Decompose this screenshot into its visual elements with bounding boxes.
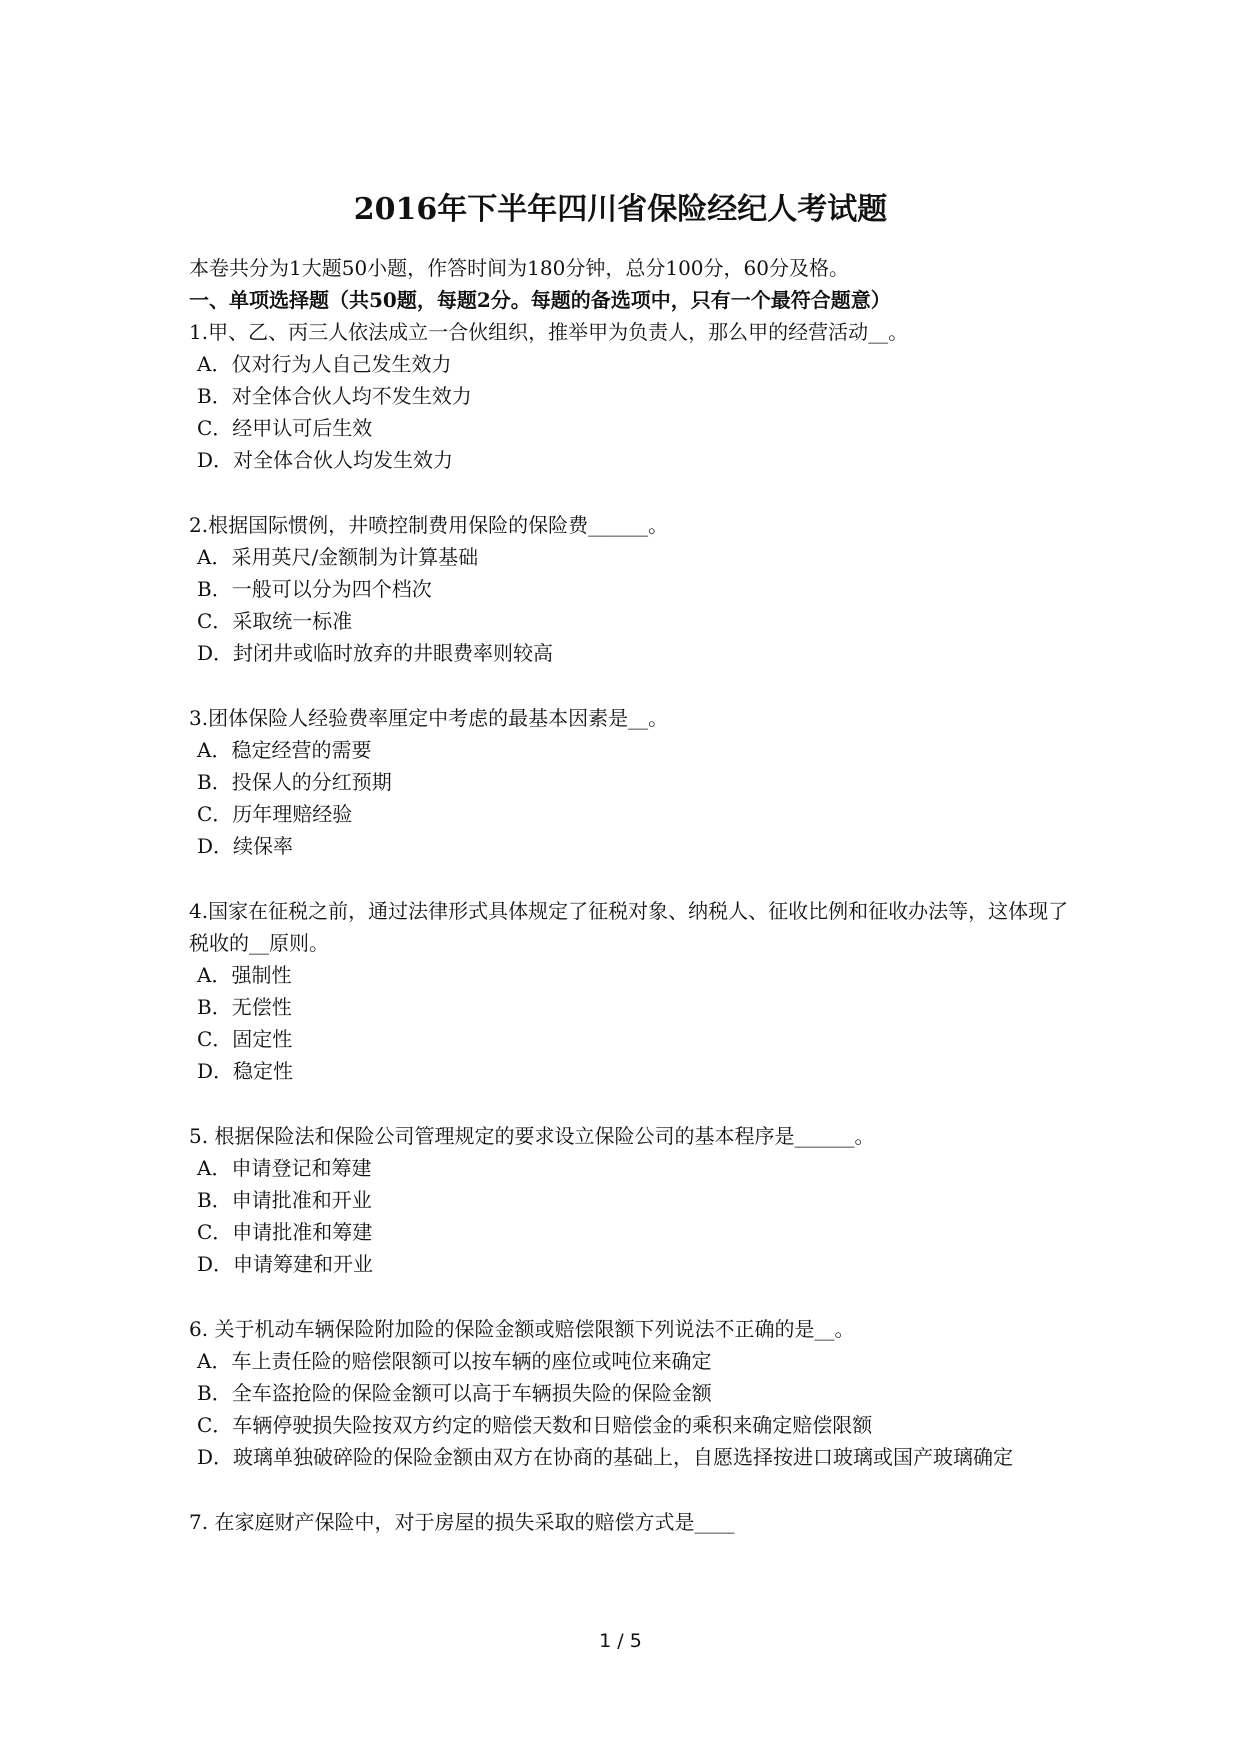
- option-a: A．采用英尺/金额制为计算基础: [197, 545, 479, 569]
- question-stem: 2.根据国际惯例，井喷控制费用保险的保险费______。: [189, 513, 669, 537]
- option-b: B．无偿性: [197, 995, 292, 1019]
- page-number: 1 / 5: [599, 1630, 642, 1652]
- question-3: [189, 702, 1069, 862]
- option-d: D．对全体合伙人均发生效力: [197, 448, 454, 472]
- option-d: D．稳定性: [197, 1059, 294, 1083]
- question-stem: 7. 在家庭财产保险中，对于房屋的损失采取的赔偿方式是____: [189, 1510, 735, 1534]
- question-stem: 4.国家在征税之前，通过法律形式具体规定了征税对象、纳税人、征收比例和征收办法等，这体现了税收的__原则。: [189, 899, 1069, 955]
- question-stem: 1.甲、乙、丙三人依法成立一合伙组织，推举甲为负责人，那么甲的经营活动__。: [189, 320, 909, 344]
- option-a: A．申请登记和筹建: [197, 1156, 372, 1180]
- option-c: C．经甲认可后生效: [197, 416, 373, 440]
- document-body: [189, 252, 1069, 1538]
- option-c: C．采取统一标准: [197, 609, 353, 633]
- section-heading: 一、单项选择题（共50题，每题2分。每题的备选项中，只有一个最符合题意）: [189, 288, 891, 312]
- option-b: B．对全体合伙人均不发生效力: [197, 384, 472, 408]
- option-c: C．固定性: [197, 1027, 293, 1051]
- option-a: A．仅对行为人自己发生效力: [197, 352, 452, 376]
- document-title: 2016年下半年四川省保险经纪人考试题: [353, 192, 888, 227]
- question-4: [189, 895, 1069, 1087]
- option-b: B．投保人的分红预期: [197, 770, 392, 794]
- option-c: C．申请批准和筹建: [197, 1220, 373, 1244]
- question-spacer: [189, 669, 1069, 702]
- question-stem: 3.团体保险人经验费率厘定中考虑的最基本因素是__。: [189, 706, 669, 730]
- option-a: A．稳定经营的需要: [197, 738, 372, 762]
- option-c: C．历年理赔经验: [197, 802, 353, 826]
- option-b: B．申请批准和开业: [197, 1188, 372, 1212]
- question-stem: 5. 根据保险法和保险公司管理规定的要求设立保险公司的基本程序是______。: [189, 1124, 875, 1148]
- question-7: [189, 1506, 1069, 1538]
- option-a: A．车上责任险的赔偿限额可以按车辆的座位或吨位来确定: [197, 1349, 712, 1373]
- question-spacer: [189, 476, 1069, 509]
- question-2: [189, 509, 1069, 669]
- option-d: D．玻璃单独破碎险的保险金额由双方在协商的基础上，自愿选择按进口玻璃或国产玻璃确定: [197, 1445, 1014, 1469]
- option-b: B．全车盗抢险的保险金额可以高于车辆损失险的保险金额: [197, 1381, 712, 1405]
- question-1: [189, 316, 1069, 476]
- question-5: [189, 1120, 1069, 1280]
- question-6: [189, 1313, 1069, 1473]
- question-stem: 6. 关于机动车辆保险附加险的保险金额或赔偿限额下列说法不正确的是__。: [189, 1317, 855, 1341]
- option-d: D．申请筹建和开业: [197, 1252, 374, 1276]
- option-d: D．续保率: [197, 834, 294, 858]
- option-b: B．一般可以分为四个档次: [197, 577, 432, 601]
- question-spacer: [189, 1087, 1069, 1120]
- exam-intro: 本卷共分为1大题50小题，作答时间为180分钟，总分100分，60分及格。: [189, 256, 849, 280]
- option-c: C．车辆停驶损失险按双方约定的赔偿天数和日赔偿金的乘积来确定赔偿限额: [197, 1413, 873, 1437]
- question-spacer: [189, 1473, 1069, 1506]
- option-d: D．封闭井或临时放弃的井眼费率则较高: [197, 641, 554, 665]
- option-a: A．强制性: [197, 963, 292, 987]
- question-spacer: [189, 862, 1069, 895]
- question-spacer: [189, 1280, 1069, 1313]
